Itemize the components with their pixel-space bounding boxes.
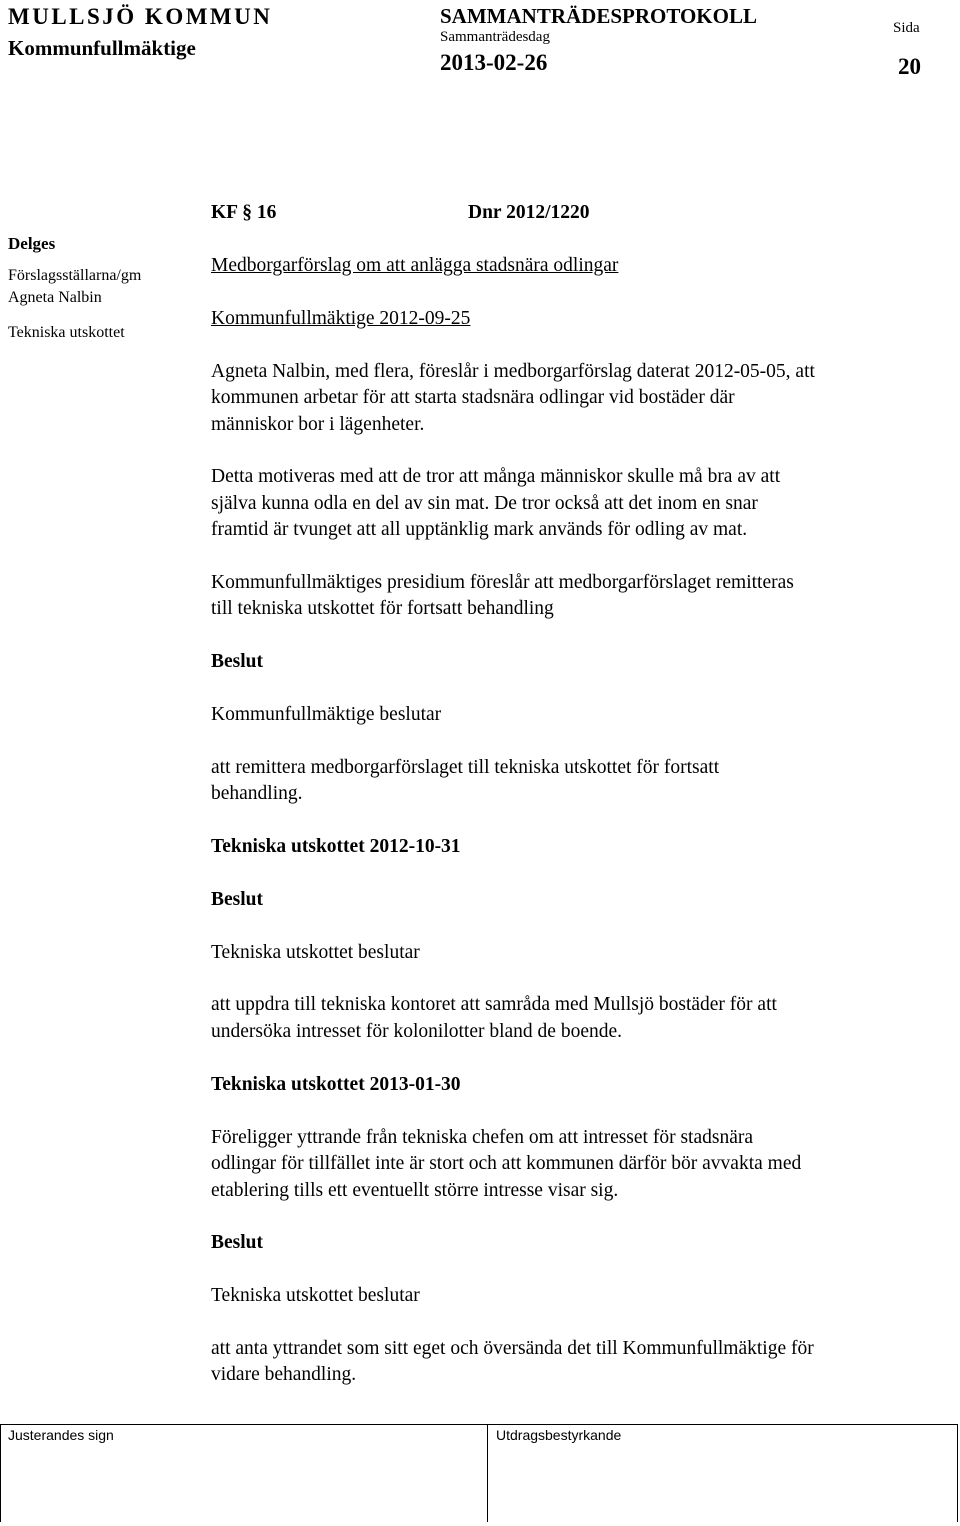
tu-heading: Tekniska utskottet 2012-10-31: [211, 836, 461, 857]
section-number: KF § 16: [211, 202, 277, 223]
paragraph-line: till tekniska utskottet för fortsatt behandling: [211, 598, 554, 619]
page-number: 20: [898, 54, 921, 79]
recipient: Förslagsställarna/gm: [8, 267, 142, 284]
section-title: Medborgarförslag om att anlägga stadsnära odlingar: [211, 255, 619, 276]
paragraph-line: kommunen arbetar för att starta stadsnära odlingar vid bostäder där: [211, 387, 735, 408]
utdrag-label: Utdragsbestyrkande: [496, 1427, 622, 1443]
beslut-heading: Beslut: [211, 889, 264, 910]
body-name: Kommunfullmäktige: [8, 36, 196, 60]
beslut-heading: Beslut: [211, 651, 264, 672]
decision-line: undersöka intresset för kolonilotter bland de boende.: [211, 1021, 623, 1042]
tu-heading: Tekniska utskottet 2013-01-30: [211, 1074, 461, 1095]
decision-line: behandling.: [211, 783, 303, 804]
paragraph-line: Kommunfullmäktiges presidium föreslår att medborgarförslaget remitteras: [211, 572, 794, 593]
page-label: Sida: [893, 20, 920, 36]
paragraph-line: Föreligger yttrande från tekniska chefen om att intresset för stadsnära: [211, 1127, 754, 1148]
municipality-name: MULLSJÖ KOMMUN: [8, 4, 273, 29]
decision-line: att uppdra till tekniska kontoret att samråda med Mullsjö bostäder för att: [211, 994, 777, 1015]
decision-intro: Tekniska utskottet beslutar: [211, 942, 420, 963]
decision-intro: Tekniska utskottet beslutar: [211, 1285, 420, 1306]
distribution-list: [8, 233, 141, 344]
decision-intro: Kommunfullmäktige beslutar: [211, 704, 442, 725]
decision-line: att remittera medborgarförslaget till tekniska utskottet för fortsatt: [211, 757, 720, 778]
diary-number: Dnr 2012/1220: [468, 202, 590, 223]
distribution-title: Delges: [8, 234, 56, 253]
recipient: Agneta Nalbin: [8, 289, 102, 306]
recipient: Tekniska utskottet: [8, 324, 125, 341]
paragraph-line: Detta motiveras med att de tror att många människor skulle må bra av att: [211, 466, 781, 487]
meeting-date-label: Sammanträdesdag: [440, 29, 550, 45]
decision-line: vidare behandling.: [211, 1364, 357, 1385]
kf-heading: Kommunfullmäktige 2012-09-25: [211, 308, 471, 329]
paragraph-line: själva kunna odla en del av sin mat. De tror också att det inom en snar: [211, 493, 758, 514]
justering-label: Justerandes sign: [8, 1427, 114, 1443]
paragraph-line: Agneta Nalbin, med flera, föreslår i medborgarförslag daterat 2012-05-05, att: [211, 361, 815, 382]
paragraph-line: odlingar för tillfället inte är stort och att kommunen därför bör avvakta med: [211, 1153, 802, 1174]
paragraph-line: människor bor i lägenheter.: [211, 414, 425, 435]
meeting-date: 2013-02-26: [440, 50, 548, 75]
decision-line: att anta yttrandet som sitt eget och översända det till Kommunfullmäktige för: [211, 1338, 814, 1359]
protocol-title: SAMMANTRÄDESPROTOKOLL: [440, 4, 757, 28]
paragraph-line: etablering tills ett eventuellt större intresse visar sig.: [211, 1180, 619, 1201]
paragraph-line: framtid är tvunget att all upptänklig mark används för odling av mat.: [211, 519, 748, 540]
beslut-heading: Beslut: [211, 1232, 264, 1253]
